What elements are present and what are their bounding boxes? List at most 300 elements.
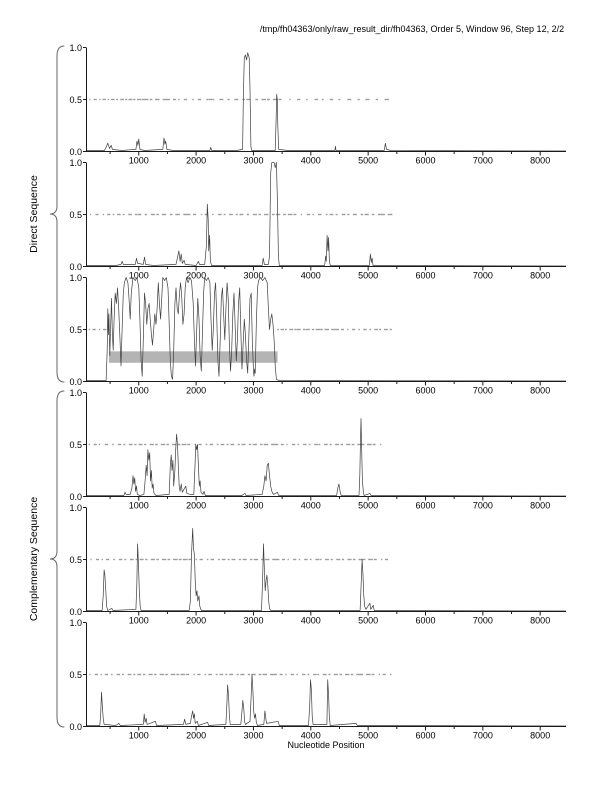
codon-mark [137, 99, 141, 100]
codon-mark [330, 214, 334, 215]
codon-mark [264, 214, 268, 215]
codon-mark [208, 674, 211, 675]
panel-3 [69, 272, 566, 396]
codon-mark [221, 444, 225, 445]
codon-mark [345, 674, 349, 675]
codon-mark [313, 674, 317, 675]
codon-mark [279, 99, 282, 100]
codon-mark [89, 674, 90, 675]
codon-mark [178, 444, 181, 445]
codon-mark [286, 444, 287, 445]
codon-mark [129, 444, 133, 445]
y-tick-label: 0.5 [69, 94, 82, 105]
codon-mark [288, 559, 289, 560]
codon-mark [128, 99, 132, 100]
codon-mark [182, 444, 187, 445]
codon-mark [304, 559, 307, 560]
codon-mark [106, 559, 109, 560]
x-tick-label: 2000 [186, 500, 207, 511]
x-tick-label: 1000 [128, 730, 149, 741]
codon-mark [193, 214, 196, 215]
codon-mark [128, 674, 132, 675]
panel-5 [69, 502, 566, 626]
codon-mark [186, 674, 189, 675]
codon-mark [374, 329, 378, 330]
x-tick-label: 6000 [415, 270, 436, 281]
codon-mark [318, 444, 320, 445]
panel-4 [69, 387, 566, 511]
codon-mark [162, 214, 166, 215]
codon-mark [155, 444, 157, 445]
codon-mark [352, 329, 355, 330]
codon-mark [385, 559, 388, 560]
x-tick-label: 7000 [472, 730, 493, 741]
codon-mark [116, 99, 118, 100]
codon-mark [277, 329, 279, 330]
codon-mark [227, 444, 229, 445]
codon-mark [218, 559, 220, 560]
codon-mark [303, 444, 306, 445]
codon-mark [225, 674, 227, 675]
codon-mark [99, 329, 100, 330]
codon-mark [205, 214, 208, 215]
codon-mark [246, 99, 250, 100]
codon-mark [99, 444, 100, 445]
panel-1-plot [86, 47, 566, 166]
codon-mark [322, 99, 324, 100]
codon-mark [334, 329, 339, 330]
codon-mark [237, 674, 239, 675]
codon-mark [90, 214, 91, 215]
x-tick-label: 8000 [530, 155, 551, 166]
x-tick-label: 5000 [358, 500, 379, 511]
codon-mark [324, 329, 329, 330]
x-tick-label: 2000 [186, 270, 207, 281]
codon-mark [379, 674, 380, 675]
codon-mark [130, 559, 134, 560]
codon-mark [372, 214, 375, 215]
codon-mark [99, 99, 100, 100]
coding-region-bar [109, 351, 278, 362]
codon-mark [222, 559, 226, 560]
panel-6-plot [86, 622, 566, 741]
codon-mark [198, 444, 201, 445]
codon-mark [271, 444, 274, 445]
codon-mark [331, 329, 334, 330]
x-tick-label: 4000 [300, 730, 321, 741]
panel-2 [69, 157, 566, 281]
codon-mark [341, 329, 344, 330]
y-tick-label: 1.0 [69, 617, 82, 628]
codon-mark [369, 329, 371, 330]
codon-mark [367, 444, 372, 445]
codon-mark [316, 329, 320, 330]
codon-mark [376, 99, 378, 100]
codon-mark [135, 214, 137, 215]
x-tick-label: 7000 [472, 270, 493, 281]
codon-mark [125, 99, 127, 100]
codon-mark [265, 559, 269, 560]
codon-mark [206, 444, 208, 445]
codon-mark [229, 674, 233, 675]
codon-mark [315, 99, 318, 100]
x-tick-label: 7000 [472, 500, 493, 511]
codon-mark [272, 559, 275, 560]
codon-mark [336, 559, 340, 560]
codon-mark [342, 559, 344, 560]
codon-mark [356, 674, 360, 675]
x-tick-label: 5000 [358, 615, 379, 626]
codon-mark [240, 674, 244, 675]
codon-mark [341, 444, 343, 445]
x-tick-label: 5000 [358, 385, 379, 396]
codon-mark [294, 329, 296, 330]
codon-mark [234, 99, 238, 100]
codon-mark [384, 329, 388, 330]
codon-mark [347, 329, 348, 330]
codon-mark [363, 329, 366, 330]
codon-mark [273, 99, 278, 100]
codon-mark [170, 214, 173, 215]
codon-mark [166, 444, 169, 445]
codon-mark [346, 444, 350, 445]
codon-mark [228, 559, 230, 560]
codon-mark [247, 214, 249, 215]
x-tick-label: 3000 [243, 155, 264, 166]
x-tick-label: 8000 [530, 270, 551, 281]
codon-mark [179, 559, 182, 560]
x-tick-label: 8000 [530, 385, 551, 396]
direct-sequence-label: Direct Sequence [28, 175, 40, 253]
codon-mark [253, 444, 257, 445]
codon-mark [103, 329, 106, 330]
codon-mark [183, 559, 188, 560]
x-tick-label: 7000 [472, 615, 493, 626]
codon-mark [365, 214, 369, 215]
codon-mark [113, 559, 115, 560]
x-tick-label: 6000 [415, 155, 436, 166]
codon-mark [111, 99, 115, 100]
x-tick-label: 6000 [415, 615, 436, 626]
codon-mark [317, 674, 319, 675]
codon-mark [374, 559, 377, 560]
codon-mark [186, 214, 191, 215]
codon-mark [302, 674, 305, 675]
codon-mark [117, 674, 121, 675]
codon-mark [201, 214, 202, 215]
codon-mark [273, 444, 278, 445]
codon-mark [142, 99, 144, 100]
codon-mark [358, 99, 360, 100]
panel-3-curve [86, 278, 566, 382]
codon-mark [140, 559, 144, 560]
plot-title: /tmp/fh04363/only/raw_result_dir/fh04363, Order 5, Window 96, Step 12, 2/2 [259, 24, 565, 34]
codon-mark [357, 444, 361, 445]
x-tick-label: 3000 [243, 500, 264, 511]
codon-mark [320, 329, 323, 330]
codon-mark [306, 329, 310, 330]
codon-mark [308, 674, 310, 675]
x-tick-label: 6000 [415, 730, 436, 741]
codon-mark [145, 214, 147, 215]
codon-mark [103, 214, 104, 215]
codon-mark [242, 444, 246, 445]
codon-mark [173, 99, 176, 100]
codon-mark [89, 99, 90, 100]
codon-mark [251, 674, 255, 675]
panel-4-plot [86, 392, 566, 511]
codon-mark [212, 99, 214, 100]
codon-mark [211, 559, 214, 560]
y-tick-label: 1.0 [69, 157, 82, 168]
x-tick-label: 2000 [186, 730, 207, 741]
codon-mark [293, 214, 296, 215]
panel-2-curve [86, 163, 566, 267]
codon-mark [336, 214, 338, 215]
codon-mark [338, 99, 340, 100]
codon-mark [187, 444, 190, 445]
codon-mark [217, 444, 219, 445]
codon-mark [107, 214, 110, 215]
y-tick-label: 1.0 [69, 272, 82, 283]
codon-mark [162, 559, 166, 560]
codon-mark [113, 214, 115, 215]
codon-mark [249, 444, 251, 445]
codon-mark [260, 444, 263, 445]
x-tick-label: 4000 [300, 385, 321, 396]
codon-mark [255, 99, 258, 100]
codon-mark [220, 674, 224, 675]
codon-mark [382, 214, 385, 215]
codon-mark [93, 329, 96, 330]
codon-mark [307, 214, 310, 215]
y-tick-label: 0.0 [69, 606, 82, 617]
codon-mark [289, 329, 293, 330]
x-tick-label: 7000 [472, 155, 493, 166]
x-tick-label: 4000 [300, 270, 321, 281]
codon-mark [264, 444, 268, 445]
codon-mark [312, 329, 314, 330]
codon-mark [151, 559, 155, 560]
codon-mark [301, 214, 302, 215]
codon-mark [272, 214, 275, 215]
y-tick-label: 0.0 [69, 261, 82, 272]
codon-mark [124, 559, 126, 560]
codon-mark [347, 559, 351, 560]
codon-mark [373, 444, 376, 445]
codon-mark [360, 674, 363, 675]
codon-mark [210, 444, 213, 445]
codon-mark [335, 444, 339, 445]
codon-mark [122, 674, 124, 675]
codon-mark [309, 444, 311, 445]
codon-mark [347, 214, 349, 215]
codon-mark [200, 559, 203, 560]
codon-mark [227, 99, 229, 100]
codon-mark [208, 99, 212, 100]
codon-mark [363, 559, 366, 560]
x-tick-label: 5000 [358, 730, 379, 741]
y-tick-label: 0.5 [69, 554, 82, 565]
codon-mark [123, 444, 125, 445]
codon-mark [240, 214, 244, 215]
codon-mark [330, 444, 332, 445]
codon-mark [297, 329, 301, 330]
x-tick-label: 2000 [186, 155, 207, 166]
codon-mark [219, 99, 223, 100]
codon-mark [94, 444, 97, 445]
codon-mark [353, 559, 356, 560]
codon-mark [145, 559, 147, 560]
y-tick-label: 1.0 [69, 387, 82, 398]
panel-5-plot [86, 507, 566, 626]
codon-mark [156, 214, 158, 215]
codon-mark [267, 99, 270, 100]
codon-mark [160, 674, 164, 675]
codon-mark [303, 329, 305, 330]
codon-mark [236, 214, 238, 215]
codon-mark [156, 559, 158, 560]
complementary-sequence-label: Complementary Sequence [28, 496, 40, 622]
y-tick-label: 0.0 [69, 146, 82, 157]
panel-4-curve [86, 419, 566, 497]
codon-mark [178, 99, 179, 100]
y-tick-label: 0.5 [69, 439, 82, 450]
codon-mark [381, 559, 382, 560]
x-tick-label: 1000 [128, 500, 149, 511]
x-tick-label: 8000 [530, 730, 551, 741]
codon-mark [149, 674, 153, 675]
codon-mark [280, 674, 283, 675]
panel-3-plot [86, 277, 566, 396]
x-tick-label: 1000 [128, 385, 149, 396]
codon-mark [310, 559, 312, 560]
codon-mark [243, 99, 245, 100]
codon-mark [326, 214, 328, 215]
y-tick-label: 0.0 [69, 721, 82, 732]
codon-mark [192, 99, 194, 100]
codon-mark [379, 329, 381, 330]
codon-mark [254, 559, 258, 560]
codon-mark [137, 214, 141, 215]
x-tick-label: 3000 [243, 615, 264, 626]
codon-mark [292, 444, 295, 445]
codon-mark [144, 444, 146, 445]
codon-mark [150, 444, 154, 445]
codon-mark [180, 674, 185, 675]
y-tick-label: 0.0 [69, 376, 82, 387]
y-tick-label: 0.5 [69, 324, 82, 335]
x-tick-label: 8000 [530, 500, 551, 511]
codon-mark [207, 559, 209, 560]
panel-2-plot [86, 162, 566, 281]
x-tick-label: 3000 [243, 270, 264, 281]
panel-6-curve [86, 675, 566, 727]
codon-mark [119, 559, 123, 560]
codon-mark [144, 99, 148, 100]
codon-mark [173, 559, 178, 560]
codon-mark [133, 99, 135, 100]
codon-mark [281, 329, 285, 330]
codon-mark [102, 559, 103, 560]
codon-mark [285, 674, 286, 675]
codon-mark [193, 674, 194, 675]
codon-mark [103, 99, 106, 100]
codon-mark [323, 674, 327, 675]
codon-mark [275, 559, 280, 560]
codon-mark [324, 444, 328, 445]
codon-mark [108, 99, 110, 100]
codon-mark [139, 444, 143, 445]
codon-mark [195, 444, 196, 445]
codon-mark [388, 214, 393, 215]
codon-mark [385, 99, 389, 100]
x-tick-label: 8000 [530, 615, 551, 626]
codon-mark [95, 674, 98, 675]
codon-mark [334, 674, 338, 675]
codon-mark [133, 674, 135, 675]
codon-mark [259, 674, 262, 675]
codon-mark [289, 99, 290, 100]
codon-mark [171, 674, 176, 675]
codon-mark [137, 674, 141, 675]
codon-mark [351, 674, 354, 675]
codon-mark [163, 99, 166, 100]
codon-mark [100, 674, 101, 675]
codon-mark [318, 214, 321, 215]
codon-mark [390, 674, 391, 675]
codon-mark [250, 559, 252, 560]
y-tick-label: 0.5 [69, 669, 82, 680]
codon-mark [261, 559, 264, 560]
codon-mark [347, 99, 351, 100]
codon-mark [358, 329, 360, 330]
codon-mark [285, 329, 287, 330]
x-tick-label: 1000 [128, 270, 149, 281]
x-tick-label: 3000 [243, 730, 264, 741]
codon-mark [120, 99, 124, 100]
codon-mark [378, 214, 382, 215]
codon-mark [282, 559, 285, 560]
codon-mark [230, 444, 234, 445]
panel-1-curve [86, 53, 566, 151]
codon-mark [259, 214, 261, 215]
codon-mark [111, 674, 113, 675]
codon-mark [183, 214, 186, 215]
codon-mark [263, 674, 267, 675]
codon-mark [361, 214, 363, 215]
codon-mark [368, 559, 373, 560]
x-tick-label: 4000 [300, 615, 321, 626]
codon-mark [151, 214, 155, 215]
codon-mark [105, 444, 108, 445]
codon-mark [238, 444, 240, 445]
codon-mark [118, 444, 122, 445]
codon-mark [176, 674, 179, 675]
codon-mark [314, 444, 318, 445]
codon-mark [117, 214, 121, 215]
codon-mark [352, 444, 355, 445]
codon-mark [299, 559, 301, 560]
x-tick-label: 2000 [186, 615, 207, 626]
codon-mark [353, 214, 357, 215]
codon-mark [239, 559, 241, 560]
codon-mark [175, 214, 180, 215]
codon-mark [306, 99, 308, 100]
codon-mark [188, 559, 191, 560]
codon-mark [253, 214, 257, 215]
codon-mark [198, 99, 201, 100]
